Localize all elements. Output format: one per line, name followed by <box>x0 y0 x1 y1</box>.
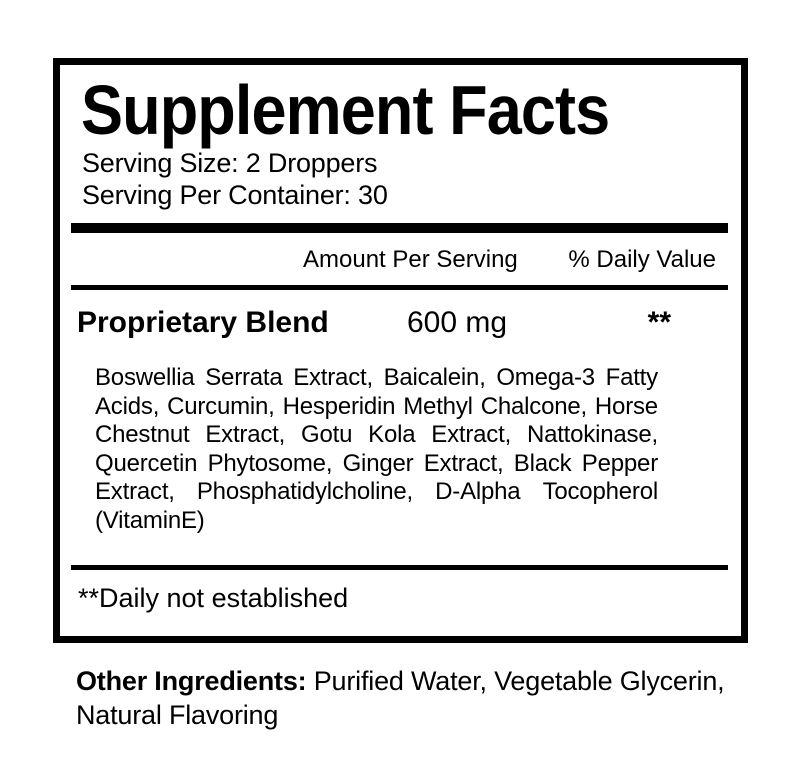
amount-per-serving-header: Amount Per Serving <box>303 246 518 273</box>
ingredient-line: Extract, Phosphatidylcholine, D-Alpha Tocopherol <box>95 478 658 506</box>
ingredient-line: Acids, Curcumin, Hesperidin Methyl Chalcone, Horse <box>95 392 658 420</box>
other-ingredients-line2: Natural Flavoring <box>76 700 279 730</box>
ingredient-line: Chestnut Extract, Gotu Kola Extract, Nattokinase, <box>95 421 658 449</box>
other-ingredients-line1 <box>76 664 776 698</box>
serving-info <box>82 147 728 211</box>
ingredient-line: Boswellia Serrata Extract, Baicalein, Omega-3 Fatty <box>95 364 658 391</box>
other-ingredients-items: Purified Water, Vegetable Glycerin, <box>313 666 725 696</box>
panel-content <box>60 65 741 636</box>
daily-value-footnote: **Daily not established <box>78 582 349 613</box>
divider-bottom <box>71 565 728 570</box>
proprietary-blend-row <box>71 290 728 348</box>
blend-daily-value: ** <box>647 306 671 339</box>
ingredient-line: (Vitamin E) <box>95 506 205 534</box>
blend-name: Proprietary Blend <box>77 306 329 339</box>
daily-value-header: % Daily Value <box>568 246 716 273</box>
ingredient-line: Quercetin Phytosome, Ginger Extract, Black Pepper <box>95 449 658 477</box>
other-ingredients <box>76 664 776 732</box>
serving-size: Serving Size: 2 Droppers <box>82 148 378 178</box>
panel-title: Supplement Facts <box>81 71 610 149</box>
other-ingredients-label: Other Ingredients: <box>76 666 307 696</box>
column-header-row <box>71 233 728 285</box>
ingredients-text <box>95 364 658 536</box>
divider-thick <box>71 223 728 233</box>
supplement-facts-panel <box>53 58 748 643</box>
blend-amount: 600 mg <box>407 306 508 339</box>
servings-per-container: Serving Per Container: 30 <box>82 180 388 210</box>
